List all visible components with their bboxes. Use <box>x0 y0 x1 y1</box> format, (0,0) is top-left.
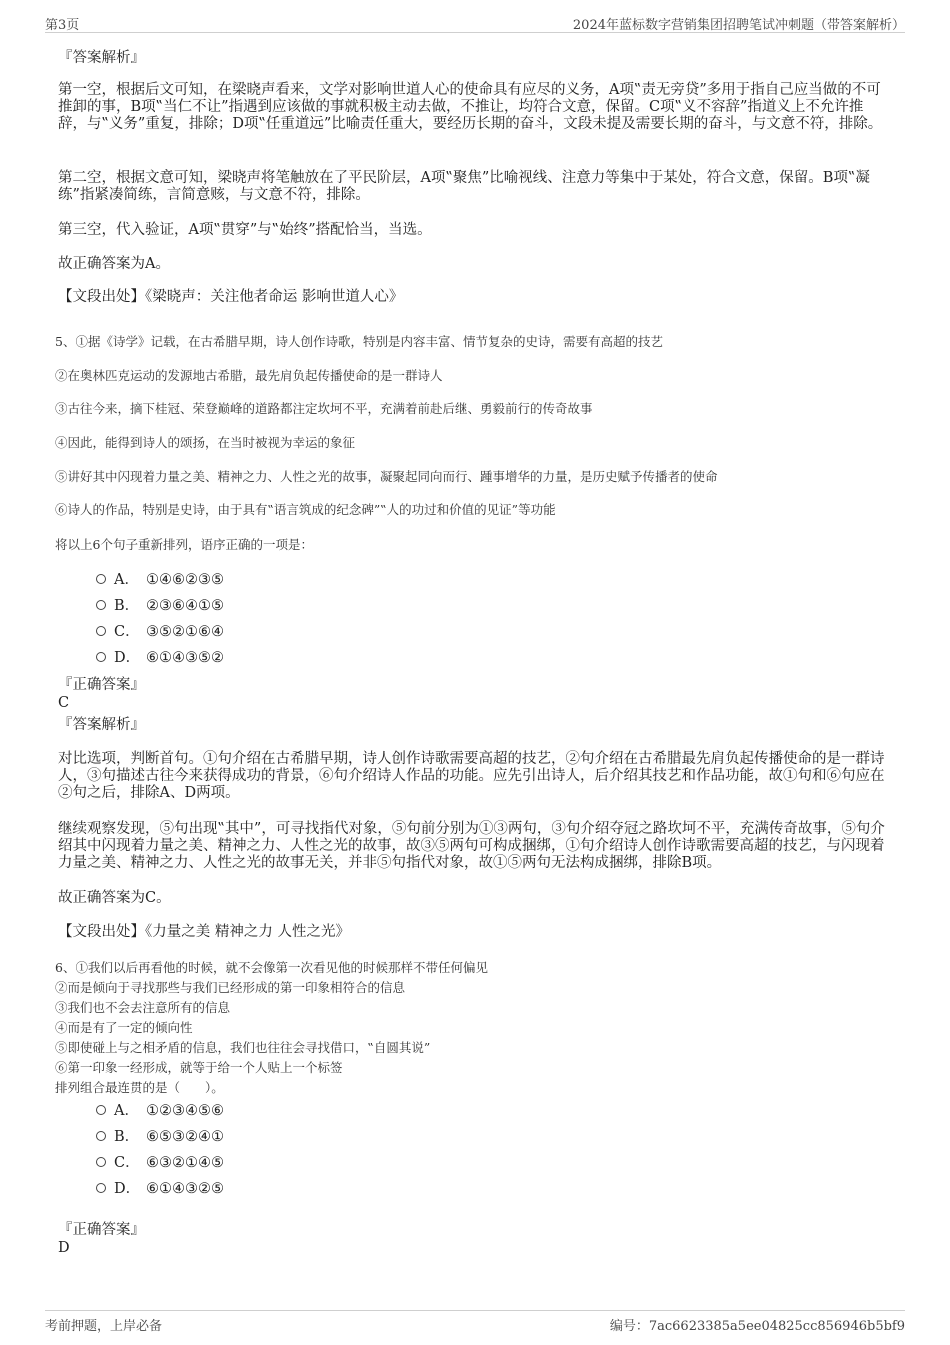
radio-icon[interactable] <box>96 1105 106 1115</box>
radio-icon[interactable] <box>96 626 106 636</box>
radio-icon[interactable] <box>96 652 106 662</box>
question-sentence: ⑥诗人的作品，特别是史诗，由于具有‟语言筑成的纪念碑”‟人的功过和价值的见证”等功能 <box>55 502 556 517</box>
analysis-paragraph: 对比选项，判断首句。①句介绍在古希腊早期，诗人创作诗歌需要高超的技艺，②句介绍在古希腊最先肩负起传播使命的是一群诗人，③句描述古往今来获得成功的背景，⑥句介绍诗人作品的功能。应先引出诗人，后介绍其技艺和作品功能，故①句和⑥句应在②句之后，排除A、D两项。 <box>58 751 885 801</box>
analysis-paragraph: 第二空，根据文意可知，梁晓声将笔触放在了平民阶层，A项‟聚焦”比喻视线、注意力等集中于某处，符合文意，保留。B项‟凝练”指紧凑简练，言简意赅，与文意不符，排除。 <box>58 170 870 203</box>
radio-icon[interactable] <box>96 574 106 584</box>
analysis-label: 『答案解析』 <box>58 50 145 66</box>
correct-answer: D <box>58 1240 70 1256</box>
analysis-paragraph: 继续观察发现，⑤句出现‟其中”，可寻找指代对象，⑤句前分别为①③两句，③句介绍夺冠之路坎坷不平，充满传奇故事，⑤句介绍其中闪现着力量之美、精神之力、人性之光的故事，故③⑤两句可构成捆绑，①句介绍诗人创作诗歌需要高超的技艺，与闪现着力量之美、精神之力、人性之光的故事无关，并非⑤句指代对象，故①⑤两句无法构成捆绑，排除B项。 <box>58 821 885 871</box>
analysis-paragraph: 第一空，根据后文可知，在梁晓声看来，文学对影响世道人心的使命具有应尽的义务，A项‟责无旁贷”多用于指自己应当做的不可推卸的事，B项‟当仁不让”指遇到应该做的事就积极主动去做，不推让，均符合文意，保留。C项‟义不容辞”指道义上不允许推辞，与‟义务”重复，排除；D项‟任重道远”比喻责任重大，要经历长期的奋斗，文段未提及需要长期的奋斗，与文意不符，排除。 <box>58 82 883 132</box>
page-header <box>45 12 905 33</box>
option-b[interactable]: B． ⑥⑤③②④① <box>96 1128 224 1146</box>
option-a[interactable]: A． ①④⑥②③⑤ <box>96 571 224 589</box>
option-d[interactable]: D． ⑥①④③⑤② <box>96 649 224 667</box>
radio-icon[interactable] <box>96 1157 106 1167</box>
option-c[interactable]: C． ⑥③②①④⑤ <box>96 1154 224 1172</box>
question-sentence: ③我们也不会去注意所有的信息 <box>55 1000 231 1015</box>
answer-statement: 故正确答案为A。 <box>58 256 170 272</box>
answer-label: 『正确答案』 <box>58 1222 145 1238</box>
question-sentence: ⑥第一印象一经形成，就等于给一个人贴上一个标签 <box>55 1060 343 1075</box>
correct-answer: C <box>58 695 70 711</box>
answer-statement: 故正确答案为C。 <box>58 890 171 906</box>
option-c[interactable]: C． ③⑤②①⑥④ <box>96 623 224 641</box>
option-d[interactable]: D． ⑥①④③②⑤ <box>96 1180 224 1198</box>
question-sentence: ④而是有了一定的倾向性 <box>55 1020 193 1035</box>
source-citation: 【文段出处】《力量之美 精神之力 人性之光》 <box>58 924 350 940</box>
analysis-paragraph: 第三空，代入验证，A项‟贯穿”与‟始终”搭配恰当，当选。 <box>58 222 432 238</box>
question-sentence: ④因此，能得到诗人的颂扬，在当时被视为幸运的象征 <box>55 435 356 450</box>
page-number: 第3页 <box>45 18 80 33</box>
document-title: 2024年蓝标数字营销集团招聘笔试冲刺题（带答案解析） <box>572 18 905 33</box>
source-citation: 【文段出处】《梁晓声：关注他者命运 影响世道人心》 <box>58 289 404 305</box>
radio-icon[interactable] <box>96 1183 106 1193</box>
radio-icon[interactable] <box>96 1131 106 1141</box>
question-sentence: ⑤讲好其中闪现着力量之美、精神之力、人性之光的故事，凝聚起同向而行、踵事增华的力量，是历史赋予传播者的使命 <box>55 469 718 484</box>
option-a[interactable]: A． ①②③④⑤⑥ <box>96 1102 224 1120</box>
question-sentence: 5、①据《诗学》记载，在古希腊早期，诗人创作诗歌，特别是内容丰富、情节复杂的史诗，需要有高超的技艺 <box>55 334 663 349</box>
question-sentence: ②而是倾向于寻找那些与我们已经形成的第一印象相符合的信息 <box>55 980 406 995</box>
question-sentence: ③古往今来，摘下桂冠、荣登巅峰的道路都注定坎坷不平，充满着前赴后继、勇毅前行的传奇故事 <box>55 401 593 416</box>
option-b[interactable]: B． ②③⑥④①⑤ <box>96 597 224 615</box>
analysis-label: 『答案解析』 <box>58 717 145 733</box>
question-sentence: 6、①我们以后再看他的时候，就不会像第一次看见他的时候那样不带任何偏见 <box>55 960 488 975</box>
radio-icon[interactable] <box>96 600 106 610</box>
footer-slogan: 考前押题，上岸必备 <box>45 1319 163 1334</box>
document-id: 编号：7ac6623385a5ee04825cc856946b5bf9 <box>609 1319 905 1334</box>
question-sentence: ⑤即使碰上与之相矛盾的信息，我们也往往会寻找借口，‟自圆其说” <box>55 1040 431 1055</box>
question-prompt: 排列组合最连贯的是（ ）。 <box>55 1080 224 1095</box>
question-sentence: ②在奥林匹克运动的发源地古希腊，最先肩负起传播使命的是一群诗人 <box>55 368 443 383</box>
page-footer <box>45 1310 905 1339</box>
answer-label: 『正确答案』 <box>58 677 145 693</box>
question-prompt: 将以上6个句子重新排列，语序正确的一项是： <box>55 537 313 552</box>
